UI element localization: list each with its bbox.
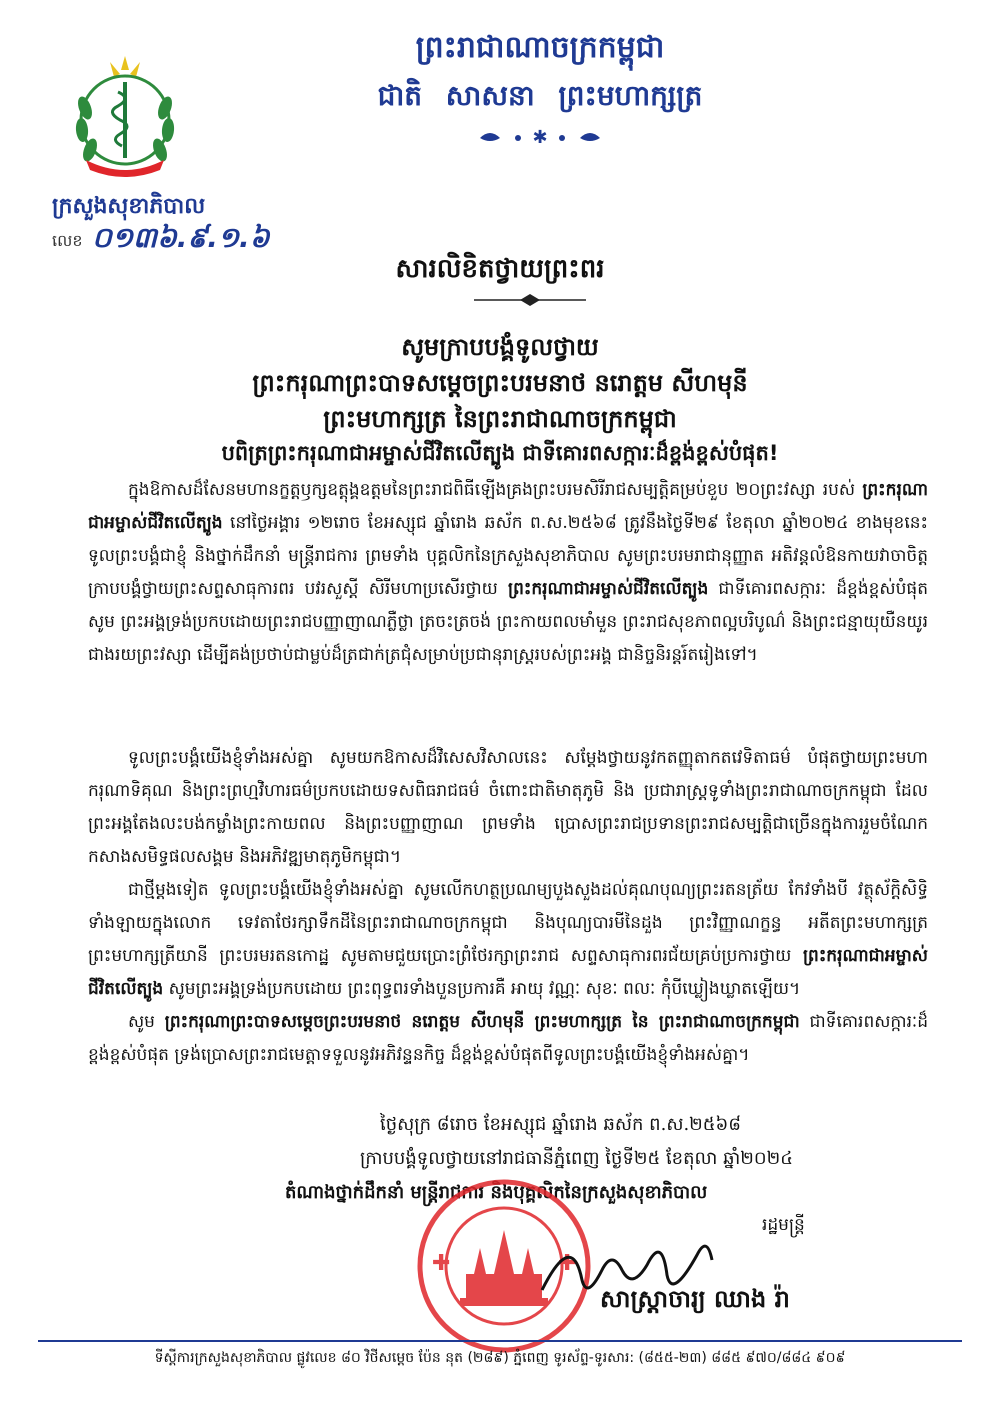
body-paragraph-1 [88, 474, 928, 672]
kingdom-heading: ព្រះរាជាណាចក្រកម្ពុជា [415, 30, 665, 65]
body-text: ជាទីគោរពសក្ការៈដ៏ខ្ពង់ខ្ពស់បំផុត ទ្រង់ប្រោសព្រះរាជមេត្តាទទួលនូវអភិវន្ទនកិច្ច ដ៏ខ្ពង់ខ្ពស់បំផុតពីទូលព្រះបង្គំយើងខ្ញុំទាំងអស់គ្នា។ [88, 1012, 928, 1065]
ornament-icon [470, 126, 610, 148]
body-text: ក្នុងឱកាសដ៏សែនមហានក្ខត្តឫក្សឧត្តុង្គឧត្តមនៃព្រះរាជពិធីឡើងគ្រងព្រះបរមសិរីរាជសម្បត្តិគម្រប់ខួប ២០ព្រះវស្សា របស់ [128, 480, 863, 500]
svg-text:✚: ✚ [432, 1251, 451, 1276]
divider-ornament-icon [470, 292, 590, 308]
royal-title: ព្រះករុណាជាអម្ចាស់ជីវិតលើត្បូង [88, 946, 928, 999]
svg-text:✱: ✱ [532, 127, 548, 148]
body-paragraph-4 [88, 1006, 928, 1072]
representing-line: តំណាងថ្នាក់ដឹកនាំ មន្ត្រីរាជការ និងបុគ្គលិកនៃក្រសួងសុខាភិបាល [285, 1182, 708, 1203]
address-line-1: សូមក្រាបបង្គំទូលថ្វាយ [401, 333, 599, 361]
royal-title: ព្រះករុណាជាអម្ចាស់ជីវិតលើត្បូង [508, 579, 709, 599]
reference-label: លេខ [52, 231, 83, 250]
svg-text:✚: ✚ [558, 1251, 577, 1276]
minister-title: រដ្ឋមន្ត្រី [762, 1215, 805, 1235]
footer-address: ទីស្តីការក្រសួងសុខាភិបាល ផ្លូវលេខ ៨០ វិថីសម្តេច ប៉ែន នុត (២៨៩) ភ្នំពេញ ទូរស័ព្ទ-ទូរសារ: (៨៥៥-២៣) ៨៨៥ ៩៧០/៨៨៤ ៩០៩ [154, 1350, 846, 1366]
body-text: ជាថ្មីម្តងទៀត ទូលព្រះបង្គំយើងខ្ញុំទាំងអស់គ្នា សូមលើកហត្ថប្រណម្យបួងសួងដល់គុណបុណ្យព្រះរតនត្រ័យ កែវទាំងបី វត្ថុស័ក្តិសិទ្ធិទាំងឡាយក្នុងលោក ទេវតាថែរក្សាទឹកដីនៃព្រះរាជាណាចក្រកម្ពុជា និងបុណ្យបារមីនៃដួង ព្រះវិញ្ញាណក្ខន្ធ អតីតព្រះមហាក្សត្រ ព្រះមហាក្សត្រីយានី ព្រះបរមរតនកោដ្ឋ សូមតាមជួយប្រោះព្រំថែរក្សាព្រះរាជ សព្ទសាធុការពរជ័យគ្រប់ប្រការថ្វាយ [88, 880, 928, 966]
body-text: សូម [128, 1012, 165, 1032]
date-lunar: ថ្ងៃសុក្រ ៨រោច ខែអស្សុជ ឆ្នាំរោង ឆស័ក ព.ស.២៥៦៨ [380, 1114, 742, 1135]
address-salutation: បពិត្រព្រះករុណាជាអម្ចាស់ជីវិតលើត្បូង ជាទីគោរពសក្ការៈដ៏ខ្ពង់ខ្ពស់បំផុត! [221, 441, 779, 465]
reference-number: ០១៣៦.៩.១.៦ [92, 221, 270, 254]
footer-divider [38, 1340, 962, 1342]
address-line-3: ព្រះមហាក្សត្រ នៃព្រះរាជាណាចក្រកម្ពុជា [323, 405, 677, 433]
royal-title: ព្រះករុណាព្រះបាទសម្តេចព្រះបរមនាថ នរោត្តម សីហមុនី ព្រះមហាក្សត្រ នៃ ព្រះរាជាណាចក្រកម្ពុជា [164, 1012, 800, 1032]
national-motto: ជាតិ សាសនា ព្រះមហាក្សត្រ [377, 79, 703, 112]
body-paragraph-2 [88, 742, 928, 874]
body-text: ជាទីគោរពសក្ការៈ ដ៏ខ្ពង់ខ្ពស់បំផុត សូម ព្រះអង្គទ្រង់ប្រកបដោយព្រះរាជបញ្ញាញាណភ្លឺថ្លា ត្រចះត្រចង់ ព្រះកាយពលមាំមួន ព្រះរាជសុខភាពល្អបរិបូណ៌ និងព្រះជន្មាយុយឺនយូរជាងរយព្រះវស្សា ដើម្បីគង់ប្រថាប់ជាម្លប់ដ៏ត្រជាក់ត្រជុំសម្រាប់ប្រជានុរាស្ត្ររបស់ព្រះអង្គ ជានិច្ចនិរន្តរ៍តរៀងទៅ។ [88, 579, 928, 665]
date-place: ក្រាបបង្គំទូលថ្វាយនៅរាជធានីភ្នំពេញ ថ្ងៃទី២៥ ខែតុលា ឆ្នាំ២០២៤ [360, 1148, 793, 1169]
body-paragraph-3 [88, 874, 928, 1006]
ministry-name: ក្រសួងសុខាភិបាល [52, 194, 206, 219]
address-line-2: ព្រះករុណាព្រះបាទសម្តេចព្រះបរមនាថ នរោត្តម សីហមុនី [252, 369, 748, 397]
royal-title: ព្រះករុណាជាអម្ចាស់ជីវិតលើត្បូង [88, 480, 928, 533]
letter-title: សារលិខិតថ្វាយព្រះពរ [395, 254, 605, 284]
body-text: សូមព្រះអង្គទ្រង់ប្រកបដោយ ព្រះពុទ្ធពរទាំងបួនប្រការគឺ អាយុ វណ្ណៈ សុខៈ ពលៈ កុំបីឃ្លៀងឃ្លាតឡើយ។ [163, 979, 801, 999]
ministry-emblem-icon [60, 48, 190, 188]
body-text: នៅថ្ងៃអង្គារ ១២រោច ខែអស្សុជ ឆ្នាំរោង ឆស័ក ព.ស.២៥៦៨ ត្រូវនឹងថ្ងៃទី២៩ ខែតុលា ឆ្នាំ២០២៤ ខាងមុខនេះ ទូលព្រះបង្គំជាខ្ញុំ និងថ្នាក់ដឹកនាំ មន្ត្រីរាជការ ព្រមទាំង បុគ្គលិកនៃក្រសួងសុខាភិបាល សូមព្រះបរមរាជានុញ្ញាត អតិវន្តលំឱនកាយវាចាចិត្ត ក្រាបបង្គំថ្វាយព្រះសព្ទសាធុការពរ បវរសួស្តី សិរីមហាប្រសើរថ្វាយ [88, 513, 928, 599]
signatory-name: សាស្ត្រាចារ្យ ឈាង រ៉ា [600, 1285, 790, 1313]
body-text: ទូលព្រះបង្គំយើងខ្ញុំទាំងអស់គ្នា សូមយកឱកាសដ៏វិសេសវិសាលនេះ សម្តែងថ្វាយនូវកតញ្ញុតាកតវេទិតាធម៌ បំផុតថ្វាយព្រះមហាករុណាទិគុណ និងព្រះព្រហ្មវិហារធម៌ប្រកបដោយទសពិធរាជធម៌ ចំពោះជាតិមាតុភូមិ និង ប្រជារាស្ត្រទូទាំងព្រះរាជាណាចក្រកម្ពុជា ដែលព្រះអង្គតែងលះបង់កម្លាំងព្រះកាយពល និងព្រះបញ្ញាញាណ ព្រមទាំង ប្រោសព្រះរាជប្រទានព្រះរាជសម្បត្តិជាច្រើនក្នុងការរួមចំណែកកសាងសមិទ្ធផលសង្គម និងអភិវឌ្ឍមាតុភូមិកម្ពុជា។ [88, 748, 928, 867]
